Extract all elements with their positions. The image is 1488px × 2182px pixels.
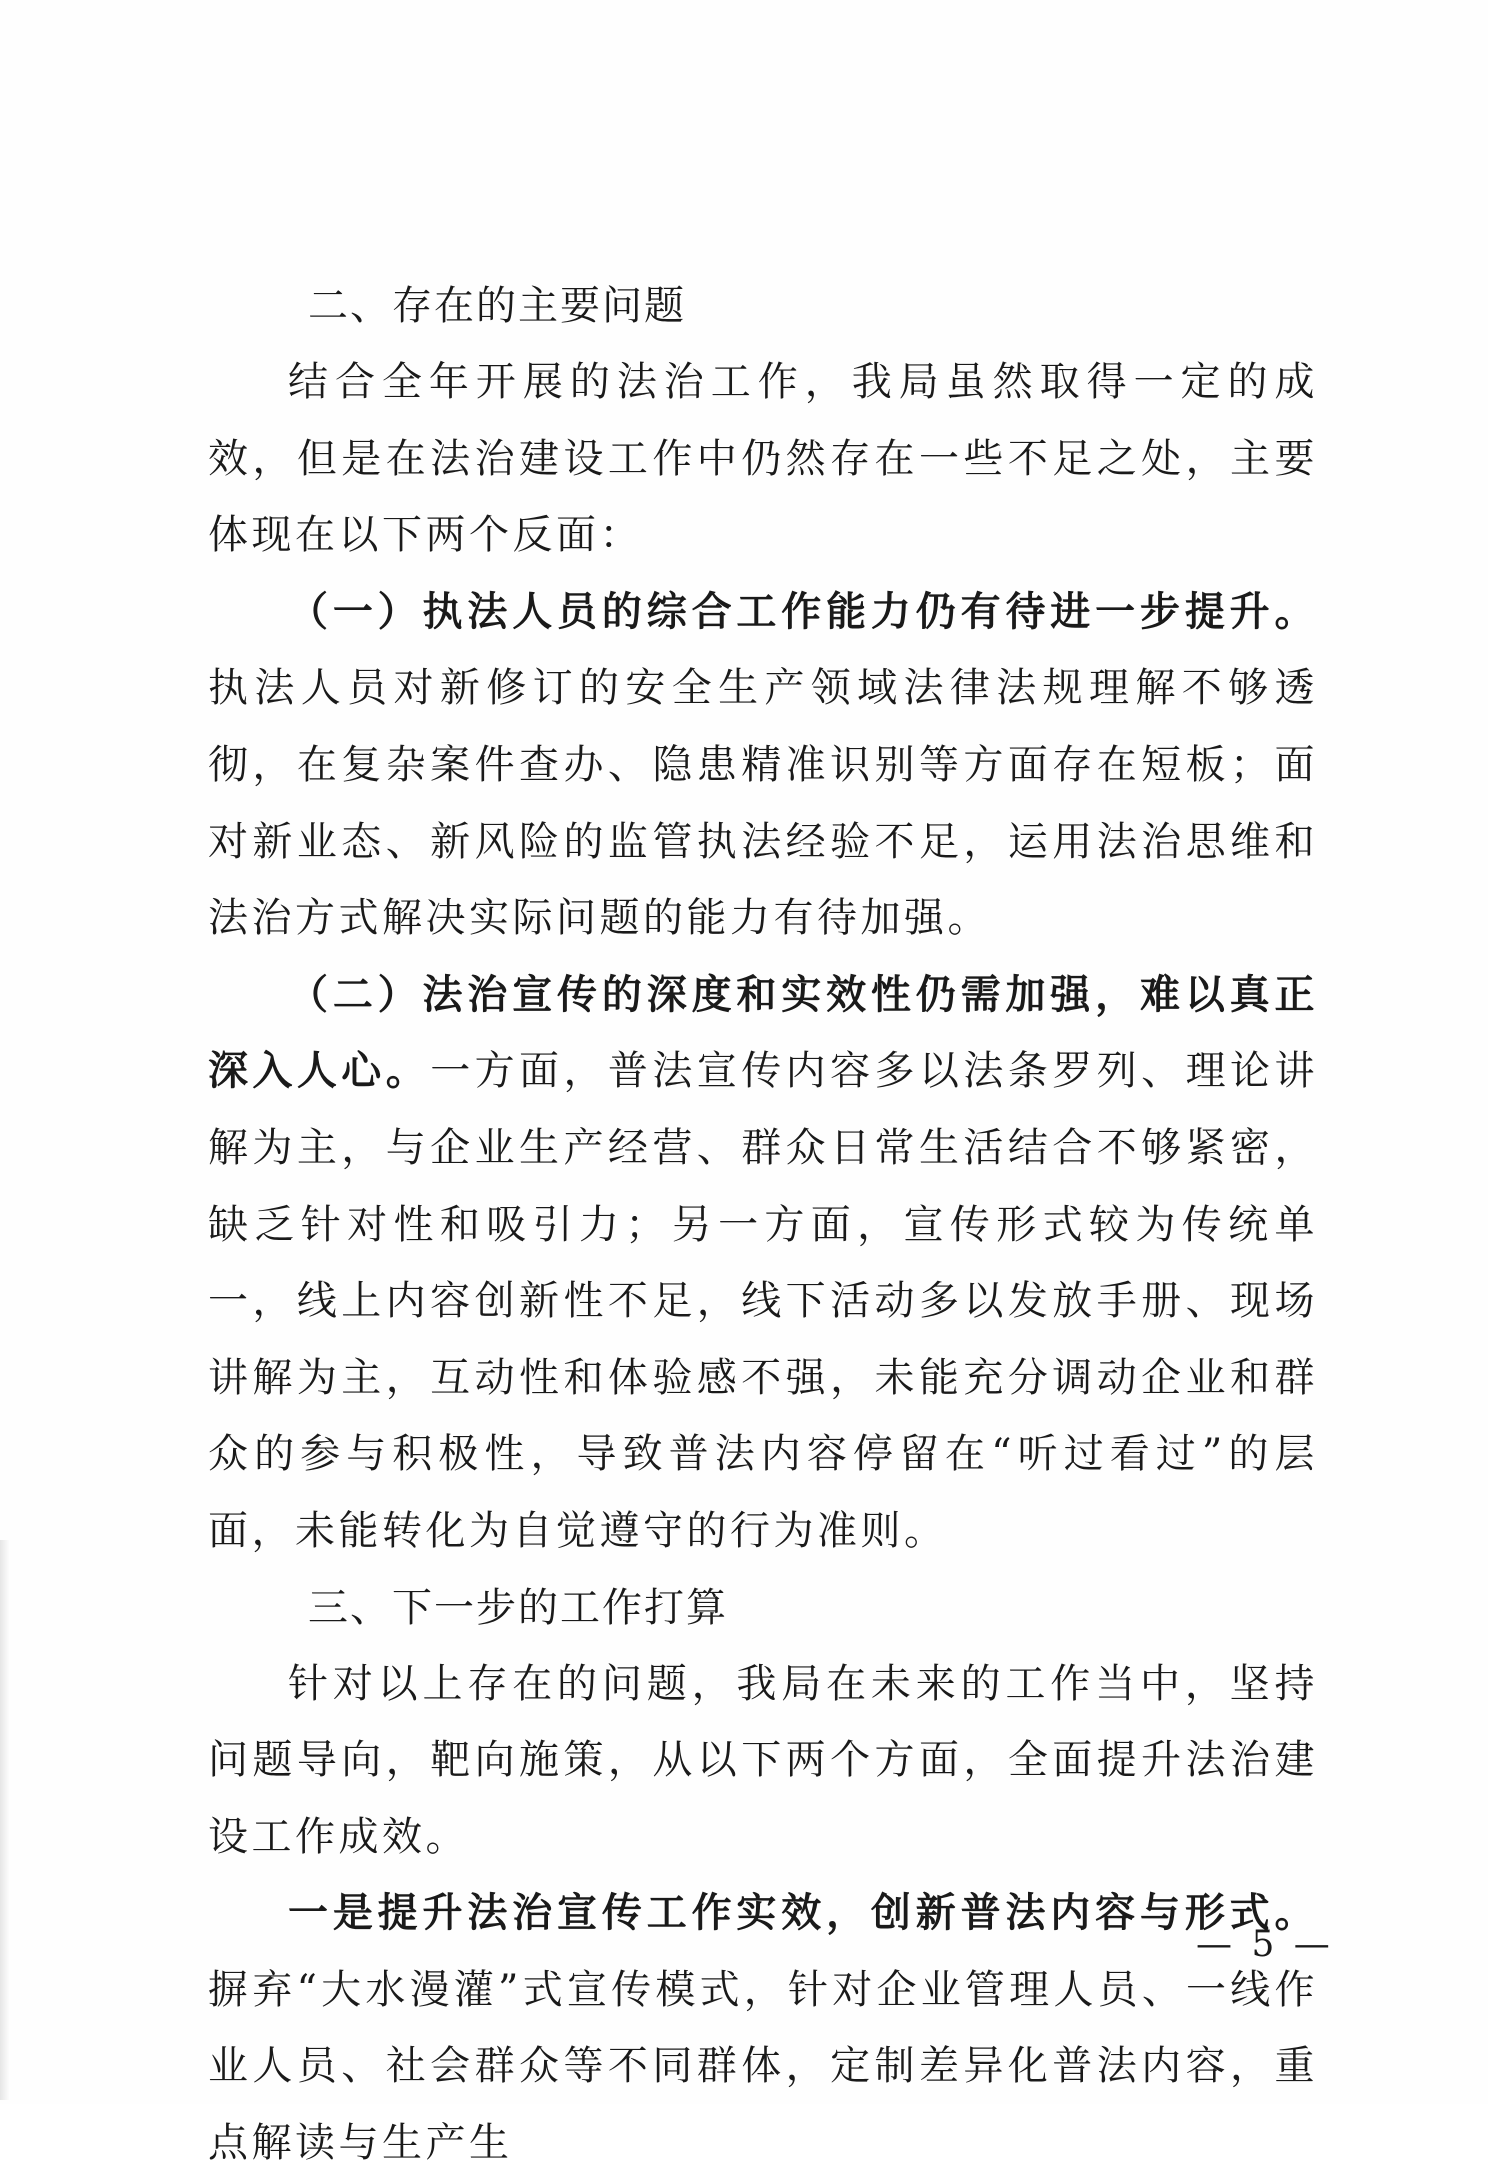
section-heading-next-steps: 三、下一步的工作打算 <box>308 1584 728 1631</box>
scan-edge-shadow <box>0 1540 10 2100</box>
paragraph-plan-1 <box>208 1875 1318 2181</box>
paragraph-problems-intro: 结合全年开展的法治工作，我局虽然取得一定的成效，但是在法治建设工作中仍然存在一些不足之处，主要体现在以下两个反面： <box>208 359 1318 559</box>
document-body <box>208 268 1318 2182</box>
problem-2-title: （二）法治宣传的深度和实效性仍需加强，难以真正深入人心。 <box>208 970 1318 1095</box>
problem-2-text: 一方面，普法宣传内容多以法条罗列、理论讲解为主，与企业生产经营、群众日常生活结合不够紧密，缺乏针对性和吸引力；另一方面，宣传形式较为传统单一，线上内容创新性不足，线下活动多以发放手册、现场讲解为主，互动性和体验感不强，未能充分调动企业和群众的参与积极性，导致普法内容停留在“听过看过”的层面，未能转化为自觉遵守的行为准则。 <box>208 1048 1318 1554</box>
problem-1-title: （一）执法人员的综合工作能力仍有待进一步提升。 <box>288 587 1318 635</box>
paragraph-problem-1 <box>208 574 1318 957</box>
problem-1-text: 执法人员对新修订的安全生产领域法律法规理解不够透彻，在复杂案件查办、隐患精准识别等方面存在短板；面对新业态、新风险的监管执法经验不足，运用法治思维和法治方式解决实际问题的能力有待加强。 <box>208 665 1318 942</box>
paragraph-next-steps-intro: 针对以上存在的问题，我局在未来的工作当中，坚持问题导向，靶向施策，从以下两个方面，全面提升法治建设工作成效。 <box>208 1660 1318 1860</box>
paragraph-problem-2 <box>208 957 1318 1570</box>
plan-1-text: 摒弃“大水漫灌”式宣传模式，针对企业管理人员、一线作业人员、社会群众等不同群体，定制差异化普法内容，重点解读与生产生 <box>208 1966 1318 2167</box>
page-number: — 5 — <box>1196 1924 1334 1965</box>
section-heading-problems: 二、存在的主要问题 <box>308 283 686 329</box>
plan-1-title: 一是提升法治宣传工作实效，创新普法内容与形式。 <box>288 1889 1318 1937</box>
